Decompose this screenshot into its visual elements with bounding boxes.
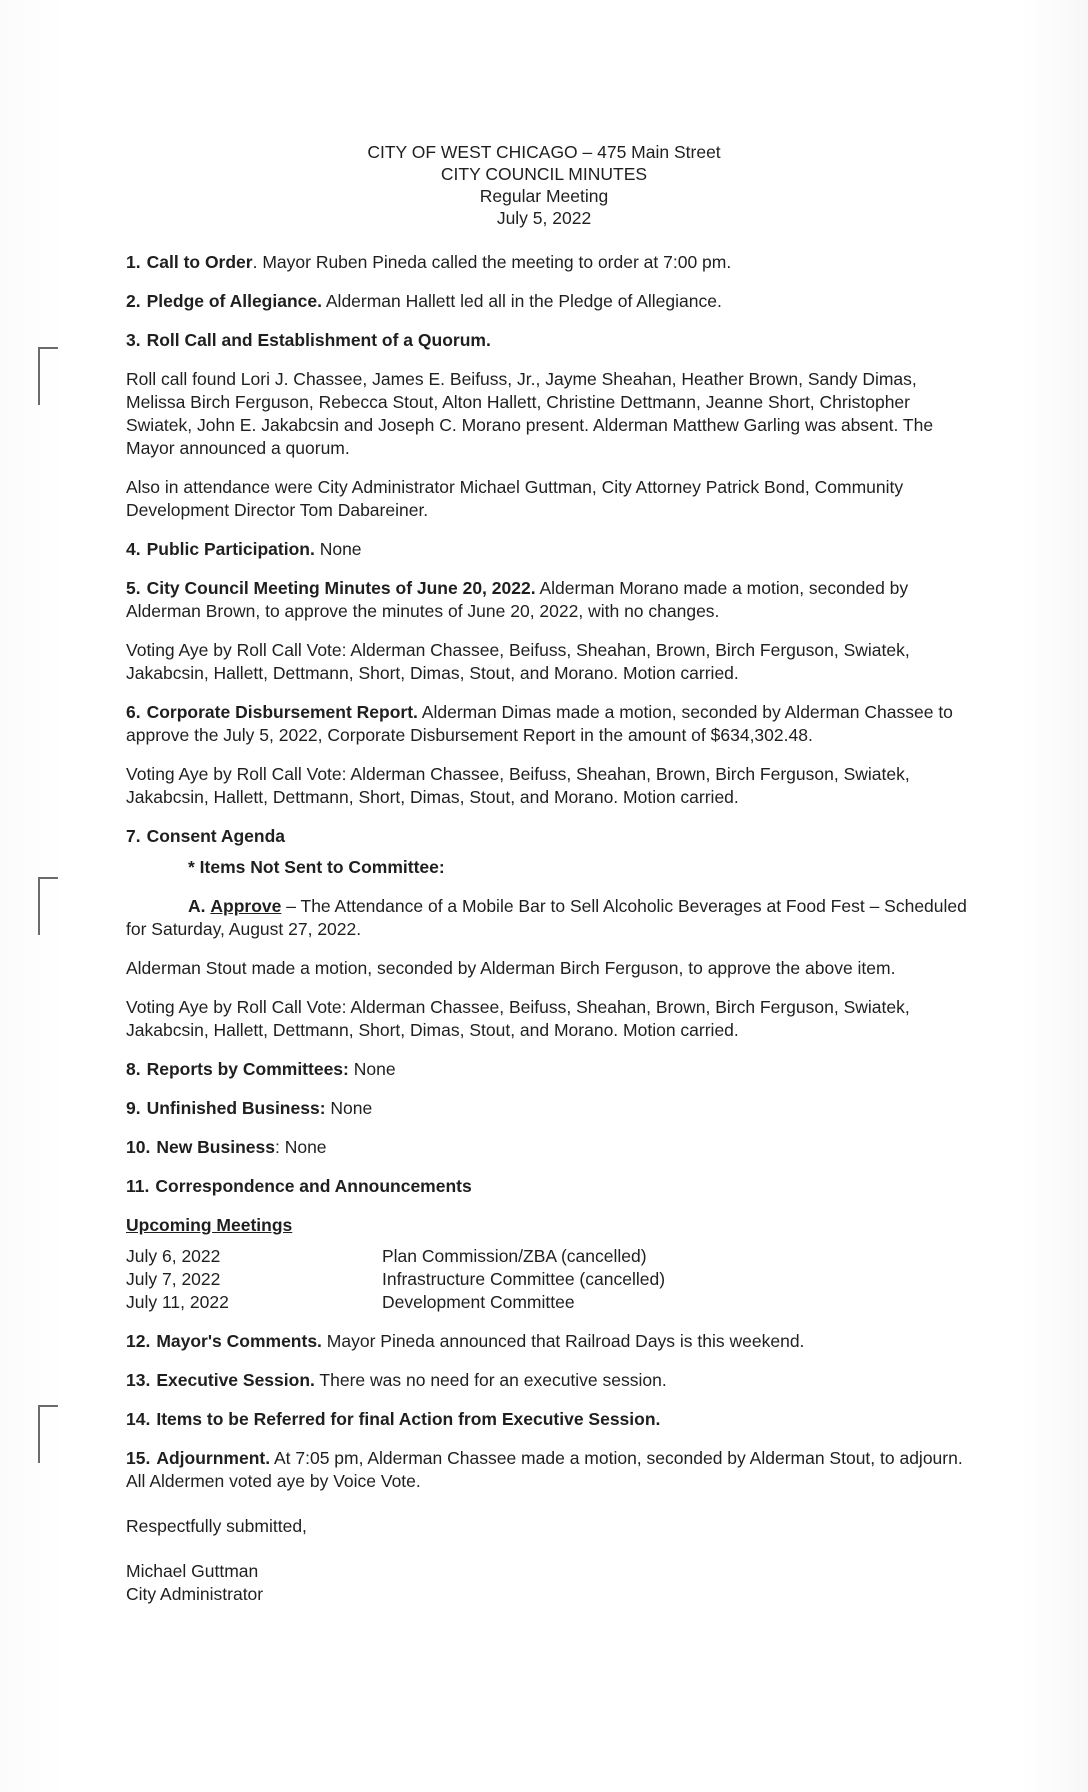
item-text: Mayor Pineda announced that Railroad Days is this weekend. bbox=[321, 1331, 805, 1351]
item-number: 7. bbox=[126, 826, 141, 846]
item-title: Roll Call and Establishment of a Quorum. bbox=[146, 330, 491, 350]
consent-item-text: – The Attendance of a Mobile Bar to Sell Alcoholic Beverages at Food Fest – Scheduled for Saturday, August 27, 2022. bbox=[126, 896, 967, 939]
item-title: Mayor's Comments. bbox=[156, 1331, 322, 1351]
document-header bbox=[0, 141, 1088, 229]
item-number: 1. bbox=[126, 252, 141, 272]
item-roll-call bbox=[126, 329, 970, 352]
item-referred-items bbox=[126, 1408, 970, 1431]
item-number: 4. bbox=[126, 539, 141, 559]
roll-call-paragraph: Roll call found Lori J. Chassee, James E. Beifuss, Jr., Jayme Sheahan, Heather Brown, Sandy Dimas, Melissa Birch Ferguson, Rebecca Stout, Alton Hallett, Christine Dettmann, Jeanne Short, Christopher Swiatek, John E. Jakabcsin and Joseph C. Morano present. Alderman Matthew Garling was absent. The Mayor announced a quorum. bbox=[126, 369, 934, 458]
item-title: City Council Meeting Minutes of June 20, 2022. bbox=[146, 578, 536, 598]
item-number: 8. bbox=[126, 1059, 141, 1079]
closing-line: Respectfully submitted, bbox=[126, 1516, 307, 1536]
item-title: Consent Agenda bbox=[146, 826, 285, 846]
meeting-description: Infrastructure Committee (cancelled) bbox=[382, 1269, 666, 1289]
item-text: Alderman Hallett led all in the Pledge of Allegiance. bbox=[321, 291, 722, 311]
meeting-description: Plan Commission/ZBA (cancelled) bbox=[382, 1246, 647, 1266]
item-unfinished-business bbox=[126, 1097, 970, 1120]
item-text: None bbox=[348, 1059, 396, 1079]
item-number: 10. bbox=[126, 1137, 151, 1157]
item-title: Public Participation. bbox=[146, 539, 315, 559]
item-adjournment bbox=[126, 1447, 970, 1493]
item-title: Unfinished Business: bbox=[146, 1098, 326, 1118]
signatory-name: Michael Guttman bbox=[126, 1561, 259, 1581]
consent-item-label: A. bbox=[188, 896, 206, 916]
item-number: 15. bbox=[126, 1448, 151, 1468]
item-number: 13. bbox=[126, 1370, 151, 1390]
meeting-date: July 6, 2022 bbox=[126, 1246, 221, 1266]
item-text: Alderman Morano made a motion, seconded by Alderman Brown, to approve the minutes of June 20, 2022, with no changes. bbox=[126, 578, 909, 621]
item-number: 2. bbox=[126, 291, 141, 311]
item-text: There was no need for an executive session. bbox=[314, 1370, 667, 1390]
vote-paragraph: Voting Aye by Roll Call Vote: Alderman Chassee, Beifuss, Sheahan, Brown, Birch Ferguson, Swiatek, Jakabcsin, Hallett, Dettmann, Short, Dimas, Stout, and Morano. Motion carried. bbox=[126, 764, 910, 807]
item-committee-reports bbox=[126, 1058, 970, 1081]
vote-paragraph: Voting Aye by Roll Call Vote: Alderman Chassee, Beifuss, Sheahan, Brown, Birch Ferguson, Swiatek, Jakabcsin, Hallett, Dettmann, Short, Dimas, Stout, and Morano. Motion carried. bbox=[126, 640, 910, 683]
item-disbursement-report bbox=[126, 701, 970, 747]
item-title: Call to Order bbox=[146, 252, 253, 272]
consent-item-action: Approve bbox=[210, 896, 282, 916]
margin-bracket-mark bbox=[38, 347, 58, 405]
item-text: : None bbox=[274, 1137, 327, 1157]
motion-paragraph: Alderman Stout made a motion, seconded by Alderman Birch Ferguson, to approve the above item. bbox=[126, 958, 896, 978]
minutes-body bbox=[126, 251, 970, 1606]
item-number: 14. bbox=[126, 1409, 151, 1429]
upcoming-meetings-heading: Upcoming Meetings bbox=[126, 1215, 293, 1235]
meeting-description: Development Committee bbox=[382, 1292, 575, 1312]
item-call-to-order bbox=[126, 251, 970, 274]
item-title: New Business bbox=[156, 1137, 275, 1157]
header-date: July 5, 2022 bbox=[496, 208, 592, 228]
consent-item-a bbox=[126, 895, 970, 941]
item-correspondence bbox=[126, 1175, 970, 1198]
margin-bracket-mark bbox=[38, 877, 58, 935]
item-number: 12. bbox=[126, 1331, 151, 1351]
consent-subheading: * Items Not Sent to Committee: bbox=[188, 857, 445, 877]
item-title: Adjournment. bbox=[156, 1448, 271, 1468]
item-number: 11. bbox=[126, 1176, 150, 1196]
header-city-address: CITY OF WEST CHICAGO – 475 Main Street bbox=[367, 142, 721, 162]
item-title: Correspondence and Announcements bbox=[155, 1176, 472, 1196]
upcoming-meetings-list bbox=[126, 1245, 970, 1314]
item-number: 5. bbox=[126, 578, 141, 598]
item-mayors-comments bbox=[126, 1330, 970, 1353]
item-number: 3. bbox=[126, 330, 141, 350]
meeting-date: July 11, 2022 bbox=[126, 1292, 229, 1312]
item-minutes-approval bbox=[126, 577, 970, 623]
item-text: At 7:05 pm, Alderman Chassee made a motion, seconded by Alderman Stout, to adjourn. All Aldermen voted aye by Voice Vote. bbox=[126, 1448, 963, 1491]
item-title: Pledge of Allegiance. bbox=[146, 291, 322, 311]
item-title: Executive Session. bbox=[156, 1370, 315, 1390]
item-text: . Mayor Ruben Pineda called the meeting to order at 7:00 pm. bbox=[252, 252, 732, 272]
item-number: 9. bbox=[126, 1098, 141, 1118]
item-title: Items to be Referred for final Action from Executive Session. bbox=[156, 1409, 661, 1429]
margin-bracket-mark bbox=[38, 1405, 58, 1463]
item-title: Corporate Disbursement Report. bbox=[146, 702, 418, 722]
meeting-date: July 7, 2022 bbox=[126, 1269, 221, 1289]
header-title: CITY COUNCIL MINUTES bbox=[440, 164, 648, 184]
item-text: None bbox=[325, 1098, 373, 1118]
item-consent-agenda bbox=[126, 825, 970, 848]
item-pledge bbox=[126, 290, 970, 313]
item-number: 6. bbox=[126, 702, 141, 722]
item-text: Alderman Dimas made a motion, seconded by Alderman Chassee to approve the July 5, 2022, Corporate Disbursement Report in the amount of $634,302.48. bbox=[126, 702, 953, 745]
vote-paragraph: Voting Aye by Roll Call Vote: Alderman Chassee, Beifuss, Sheahan, Brown, Birch Ferguson, Swiatek, Jakabcsin, Hallett, Dettmann, Short, Dimas, Stout, and Morano. Motion carried. bbox=[126, 997, 910, 1040]
item-public-participation bbox=[126, 538, 970, 561]
header-meeting-type: Regular Meeting bbox=[479, 186, 609, 206]
attendance-paragraph: Also in attendance were City Administrator Michael Guttman, City Attorney Patrick Bond, Community Development Director Tom Dabareiner. bbox=[126, 477, 904, 520]
item-title: Reports by Committees: bbox=[146, 1059, 349, 1079]
item-new-business bbox=[126, 1136, 970, 1159]
signatory-title: City Administrator bbox=[126, 1584, 264, 1604]
item-text: None bbox=[314, 539, 362, 559]
item-executive-session bbox=[126, 1369, 970, 1392]
